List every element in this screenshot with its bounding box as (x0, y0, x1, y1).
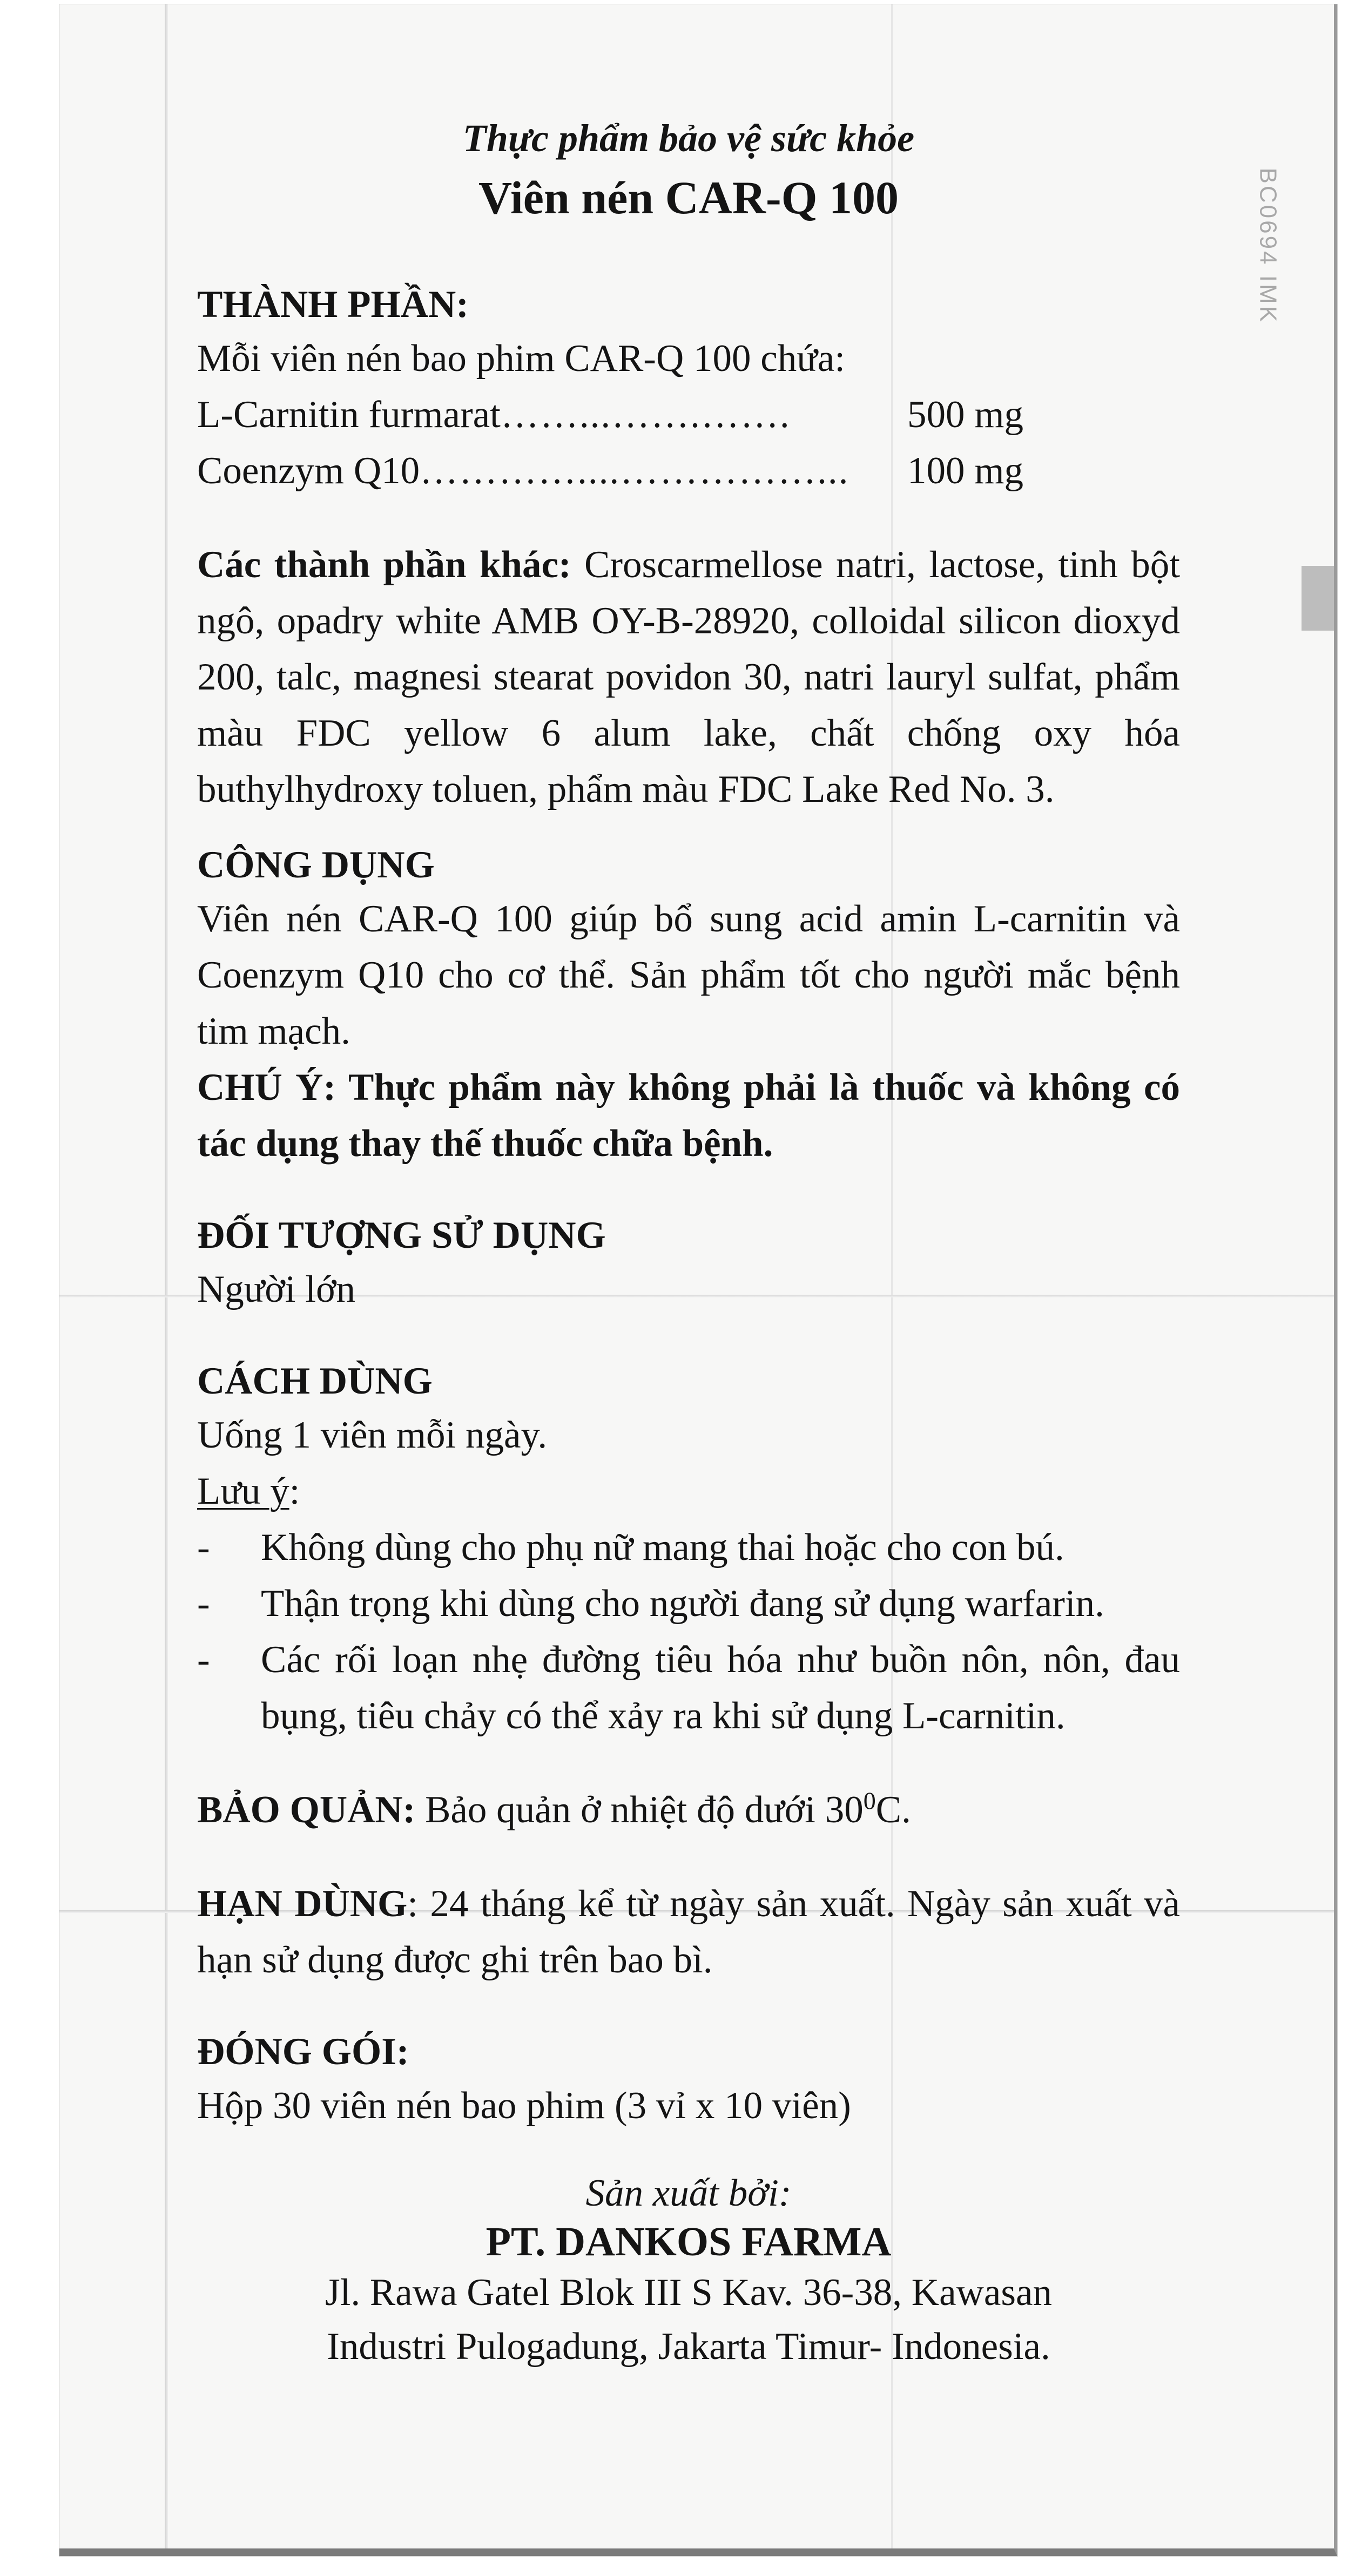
supplement-title: Thực phẩm bảo vệ sức khỏe (462, 117, 915, 160)
caution-item (197, 1576, 1180, 1632)
leaflet-content (197, 116, 1180, 2374)
manufacturer-address-line2: Industri Pulogadung, Jakarta Timur- Indonesia. (327, 2325, 1050, 2368)
other-ingredients-text: Croscarmellose natri, lactose, tinh bột ngô, opadry white AMB OY-B-28920, colloidal silicon dioxyd 200, talc, magnesi stearat povidon 30, natri lauryl sulfat, phẩm màu FDC yellow 6 alum lake, chất chống oxy hóa buthylhydroxy toluen, phẩm màu FDC Lake Red No. 3. (197, 544, 1181, 810)
directions-heading: CÁCH DÙNG (197, 1360, 433, 1402)
ingredient-name: Coenzym Q10 (197, 450, 420, 492)
caution-item (197, 1632, 1180, 1744)
bullet-dash: - (197, 1526, 210, 1568)
target-heading: ĐỐI TƯỢNG SỬ DỤNG (197, 1214, 606, 1256)
packaging-section (197, 2026, 1180, 2134)
product-title: Viên nén CAR-Q 100 (478, 172, 899, 224)
caution-text: Thận trọng khi dùng cho người đang sử dụng warfarin. (261, 1583, 1104, 1625)
manufacturer-name: PT. DANKOS FARMA (486, 2219, 892, 2264)
caution-text: Không dùng cho phụ nữ mang thai hoặc cho con bú. (261, 1526, 1064, 1568)
composition-intro: Mỗi viên nén bao phim CAR-Q 100 chứa: (197, 337, 845, 380)
ingredient-leader: …………....……………... (420, 450, 849, 492)
directions-text: Uống 1 viên mỗi ngày. (197, 1414, 548, 1456)
uses-text: Viên nén CAR-Q 100 giúp bổ sung acid amin L-carnitin và Coenzym Q10 cho cơ thể. Sản phẩm tốt cho người mắc bệnh tim mạch. (197, 898, 1180, 1052)
uses-heading: CÔNG DỤNG (197, 844, 435, 886)
ingredient-amount: 500 mg (907, 394, 1023, 436)
bullet-dash: - (197, 1639, 210, 1681)
composition-heading: THÀNH PHẦN: (197, 283, 469, 326)
caution-text: Các rối loạn nhẹ đường tiêu hóa như buồn nôn, nôn, đau bụng, tiêu chảy có thể xảy ra khi sử dụng L-carnitin. (261, 1639, 1180, 1737)
storage-degree: 0 (863, 1787, 876, 1815)
other-ingredients-label: Các thành phần khác: (197, 544, 571, 586)
expiry-section (197, 1876, 1180, 1988)
packaging-text: Hộp 30 viên nén bao phim (3 vỉ x 10 viên) (197, 2085, 851, 2127)
fold-line (165, 4, 168, 2548)
composition-section (197, 279, 1180, 499)
storage-label: BẢO QUẢN: (197, 1789, 416, 1831)
uses-section (197, 839, 1180, 1172)
ingredient-row (197, 443, 1023, 499)
manufacturer-address-line1: Jl. Rawa Gatel Blok III S Kav. 36-38, Kawasan (325, 2271, 1053, 2314)
manufacturer-section (197, 2172, 1180, 2374)
storage-unit: C. (875, 1789, 911, 1831)
ingredient-amount: 100 mg (907, 450, 1023, 492)
caution-item (197, 1519, 1180, 1576)
caution-label: Lưu ý (197, 1470, 289, 1512)
target-text: Người lớn (197, 1268, 356, 1310)
ingredient-leader: ……...…….……. (500, 394, 791, 436)
target-section (197, 1209, 1180, 1317)
expiry-text: : 24 tháng kể từ ngày sản xuất. Ngày sản xuất và hạn sử dụng được ghi trên bao bì. (197, 1883, 1181, 1981)
storage-text: Bảo quản ở nhiệt độ dưới 30 (415, 1789, 864, 1831)
bullet-dash: - (197, 1583, 210, 1625)
other-ingredients (197, 537, 1180, 817)
ingredient-row (197, 387, 1023, 443)
warning-note: CHÚ Ý: Thực phẩm này không phải là thuốc và không có tác dụng thay thế thuốc chữa bệnh. (197, 1066, 1180, 1165)
storage-section (197, 1782, 1180, 1838)
manufacturer-label: Sản xuất bởi: (585, 2172, 792, 2214)
directions-section (197, 1355, 1180, 1744)
packaging-heading: ĐÓNG GÓI: (197, 2031, 409, 2073)
ingredient-name: L-Carnitin furmarat (197, 394, 501, 436)
caution-title: Lưu ý: (197, 1470, 300, 1512)
edge-mark (1302, 566, 1334, 631)
expiry-label: HẠN DÙNG (197, 1883, 408, 1925)
header (197, 116, 1180, 225)
side-code: BC0694 IMK (1255, 167, 1281, 324)
